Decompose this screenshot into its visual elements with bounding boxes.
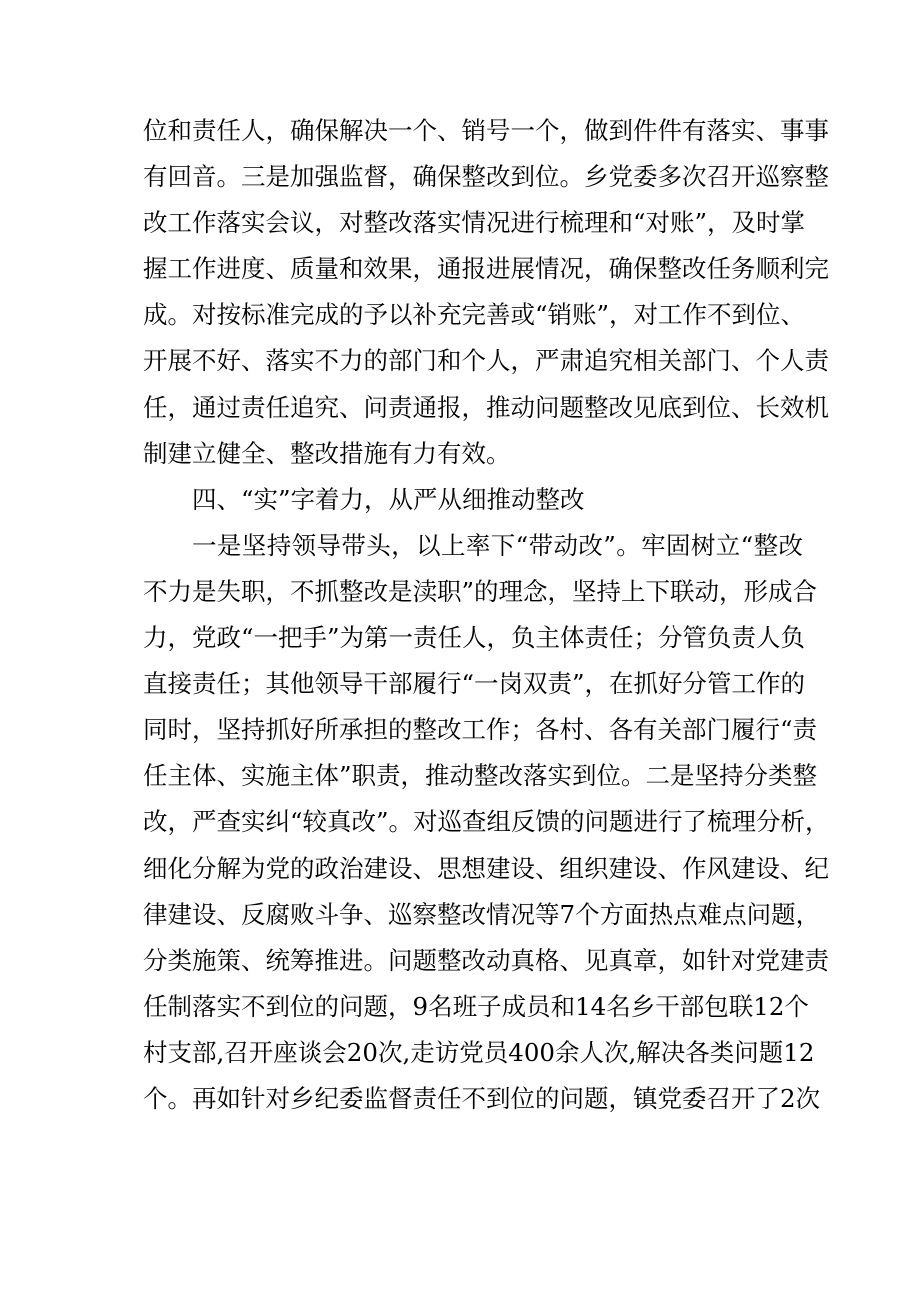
body-line: 握工作进度、质量和效果，通报进展情况，确保整改任务顺利完 bbox=[143, 254, 829, 284]
body-line: 任，通过责任追究、问责通报，推动问题整改见底到位、长效机 bbox=[143, 392, 829, 422]
body-line: 有回音。三是加强监督，确保整改到位。乡党委多次召开巡察整 bbox=[143, 162, 829, 192]
body-line: 分类施策、统筹推进。问题整改动真格、见真章，如针对党建责 bbox=[143, 945, 829, 975]
body-line: 任主体、实施主体”职责，推动整改落实到位。二是坚持分类整 bbox=[143, 761, 818, 791]
body-line: 开展不好、落实不力的部门和个人，严肃追究相关部门、个人责 bbox=[143, 346, 829, 376]
body-line: 直接责任；其他领导干部履行“一岗双责”，在抓好分管工作的 bbox=[143, 669, 806, 699]
body-line: 村支部,召开座谈会20次,走访党员400余人次,解决各类问题12 bbox=[143, 1037, 815, 1067]
body-line: 成。对按标准完成的予以补充完善或“销账”，对工作不到位、 bbox=[143, 300, 806, 330]
body-line: 同时，坚持抓好所承担的整改工作；各村、各有关部门履行“责 bbox=[143, 715, 818, 745]
body-line: 位和责任人，确保解决一个、销号一个，做到件件有落实、事事 bbox=[143, 116, 829, 145]
body-line: 细化分解为党的政治建设、思想建设、组织建设、作风建设、纪 bbox=[143, 853, 829, 883]
body-line: 任制落实不到位的问题，9名班子成员和14名乡干部包联12个 bbox=[143, 991, 809, 1021]
body-line: 力，党政“一把手”为第一责任人，负主体责任；分管负责人负 bbox=[143, 623, 806, 653]
section-heading: 四、“实”字着力，从严从细推动整改 bbox=[192, 484, 585, 514]
body-line: 改，严查实纠“较真改”。对巡查组反馈的问题进行了梳理分析， bbox=[143, 807, 830, 837]
document-body bbox=[143, 108, 830, 1122]
body-line: 不力是失职，不抓整改是渎职”的理念，坚持上下联动，形成合 bbox=[143, 576, 818, 606]
body-line: 制建立健全、整改措施有力有效。 bbox=[143, 438, 511, 468]
body-line: 个。再如针对乡纪委监督责任不到位的问题，镇党委召开了2次 bbox=[143, 1083, 821, 1113]
paragraph-first-line: 一是坚持领导带头，以上率下“带动改”。牢固树立“整改 bbox=[192, 530, 803, 560]
body-line: 律建设、反腐败斗争、巡察整改情况等7个方面热点难点问题， bbox=[143, 899, 821, 929]
body-line: 改工作落实会议，对整改落实情况进行梳理和“对账”，及时掌 bbox=[143, 208, 806, 238]
